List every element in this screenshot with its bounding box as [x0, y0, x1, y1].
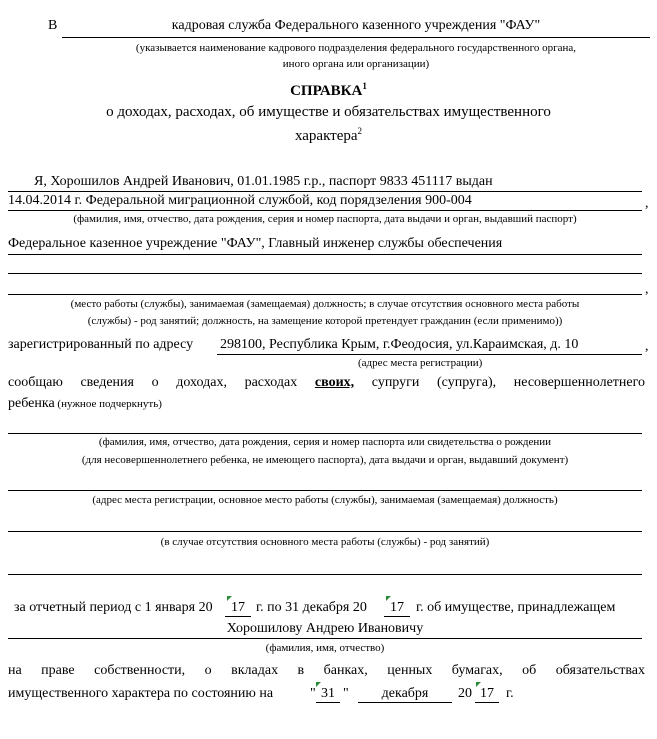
address-underline: [217, 354, 642, 355]
own-option[interactable]: своих,: [314, 375, 355, 390]
department-field[interactable]: кадровая служба Федерального казенного учреждения "ФАУ": [171, 18, 541, 33]
family-hint-4: (в случае отсутствия основного места работы (службы) - род занятий): [160, 536, 490, 548]
date-year[interactable]: 17: [480, 686, 494, 701]
period-text-1: за отчетный период с 1 января 20: [14, 600, 213, 615]
footer-line-1: на праве собственности, о вкладах в банках, ценных бумагах, об обязательствах: [8, 663, 645, 678]
date-year-suffix: г.: [506, 686, 514, 701]
recipient-prefix: В: [48, 18, 58, 33]
date-quote-close: ": [343, 686, 349, 701]
family-hint-2: (для несовершеннолетнего ребенка, не имеющего паспорта), дата выдачи и орган, выдавший документ): [81, 454, 569, 466]
family-underline-1: [8, 433, 642, 434]
title-subtitle-1: о доходах, расходах, об имуществе и обязательствах имущественного: [106, 104, 551, 120]
work-hint-1: (место работы (службы), занимаемая (замещаемая) должность; в случае отсутствия основного места работы: [70, 298, 580, 310]
date-month[interactable]: декабря: [381, 686, 429, 701]
title-subtitle-text: характера: [294, 128, 358, 144]
footer-line-2-text: имущественного характера по состоянию на: [8, 686, 274, 701]
person-underline-2: [8, 210, 642, 211]
title-subtitle-2: [0, 126, 657, 145]
title-main: СПРАВКА: [290, 83, 363, 99]
address-label: зарегистрированный по адресу: [8, 337, 194, 352]
address-comma: ,: [645, 339, 649, 354]
family-hint-3: (адрес места регистрации, основное место работы (службы), занимаемая (замещаемая) должность): [92, 494, 558, 506]
work-underline-1: [8, 254, 642, 255]
period-year-from[interactable]: 17: [231, 600, 245, 615]
person-hint: (фамилия, имя, отчество, дата рождения, серия и номер паспорта, дата выдачи и орган, выдавший паспорт): [73, 213, 577, 225]
family-underline-3: [8, 531, 642, 532]
title-footnote-1: 1: [362, 81, 367, 91]
owner-underline: [8, 638, 642, 639]
work-underline-3: [8, 294, 642, 295]
family-hint-1: (фамилия, имя, отчество, дата рождения, серия и номер паспорта или свидетельства о рождении: [98, 436, 552, 448]
period-text-3: г. об имуществе, принадлежащем: [416, 600, 616, 615]
work-comma: ,: [645, 282, 649, 297]
department-hint-1: (указывается наименование кадрового подразделения федерального государственного органа,: [135, 42, 577, 54]
date-day[interactable]: 31: [321, 686, 335, 701]
date-year-underline: [475, 702, 499, 703]
cell-marker-icon: [386, 596, 391, 601]
family-underline-2: [8, 490, 642, 491]
person-line-2[interactable]: 14.04.2014 г. Федеральной миграционной службой, код порядзеления 900-004: [8, 193, 472, 208]
date-month-underline: [358, 702, 452, 703]
work-hint-2: (службы) - род занятий; должность, на замещение которой претендует гражданин (если применимо)): [87, 315, 563, 327]
child-option[interactable]: ребенка: [8, 396, 55, 411]
cell-marker-icon: [316, 682, 321, 687]
family-underline-4: [8, 574, 642, 575]
period-year-to[interactable]: 17: [390, 600, 404, 615]
period-year-to-underline: [384, 616, 410, 617]
date-year-prefix: 20: [458, 686, 472, 701]
address-hint: (адрес места регистрации): [358, 357, 483, 369]
department-hint-2: иного органа или организации): [282, 58, 430, 70]
title-footnote-2: 2: [357, 126, 363, 136]
date-day-underline: [316, 702, 340, 703]
report-text-end: супруги (супруга), несовершеннолетнего: [354, 375, 645, 390]
period-year-from-underline: [225, 616, 251, 617]
date-quote-open: ": [310, 686, 316, 701]
person-line-1[interactable]: Я, Хорошилов Андрей Иванович, 01.01.1985 г.р., паспорт 9833 451117 выдан: [34, 174, 493, 189]
document-title: [0, 81, 657, 100]
work-underline-2: [8, 273, 642, 274]
underline-hint: (нужное подчеркнуть): [54, 398, 162, 410]
report-text-start: сообщаю сведения о доходах, расходах: [8, 375, 315, 390]
cell-marker-icon: [227, 596, 232, 601]
owner-hint: (фамилия, имя, отчество): [265, 642, 385, 654]
work-line-1[interactable]: Федеральное казенное учреждение "ФАУ", Главный инженер службы обеспечения: [8, 236, 503, 251]
person-underline-1: [8, 191, 642, 192]
report-line-1: [8, 375, 645, 391]
owner-name[interactable]: Хорошилову Андрею Ивановичу: [226, 621, 424, 636]
cell-marker-icon: [476, 682, 481, 687]
department-underline: [62, 37, 650, 38]
report-line-2: [8, 396, 162, 412]
person-comma: ,: [645, 196, 649, 211]
address-value[interactable]: 298100, Республика Крым, г.Феодосия, ул.Караимская, д. 10: [220, 337, 579, 352]
period-text-2: г. по 31 декабря 20: [256, 600, 367, 615]
